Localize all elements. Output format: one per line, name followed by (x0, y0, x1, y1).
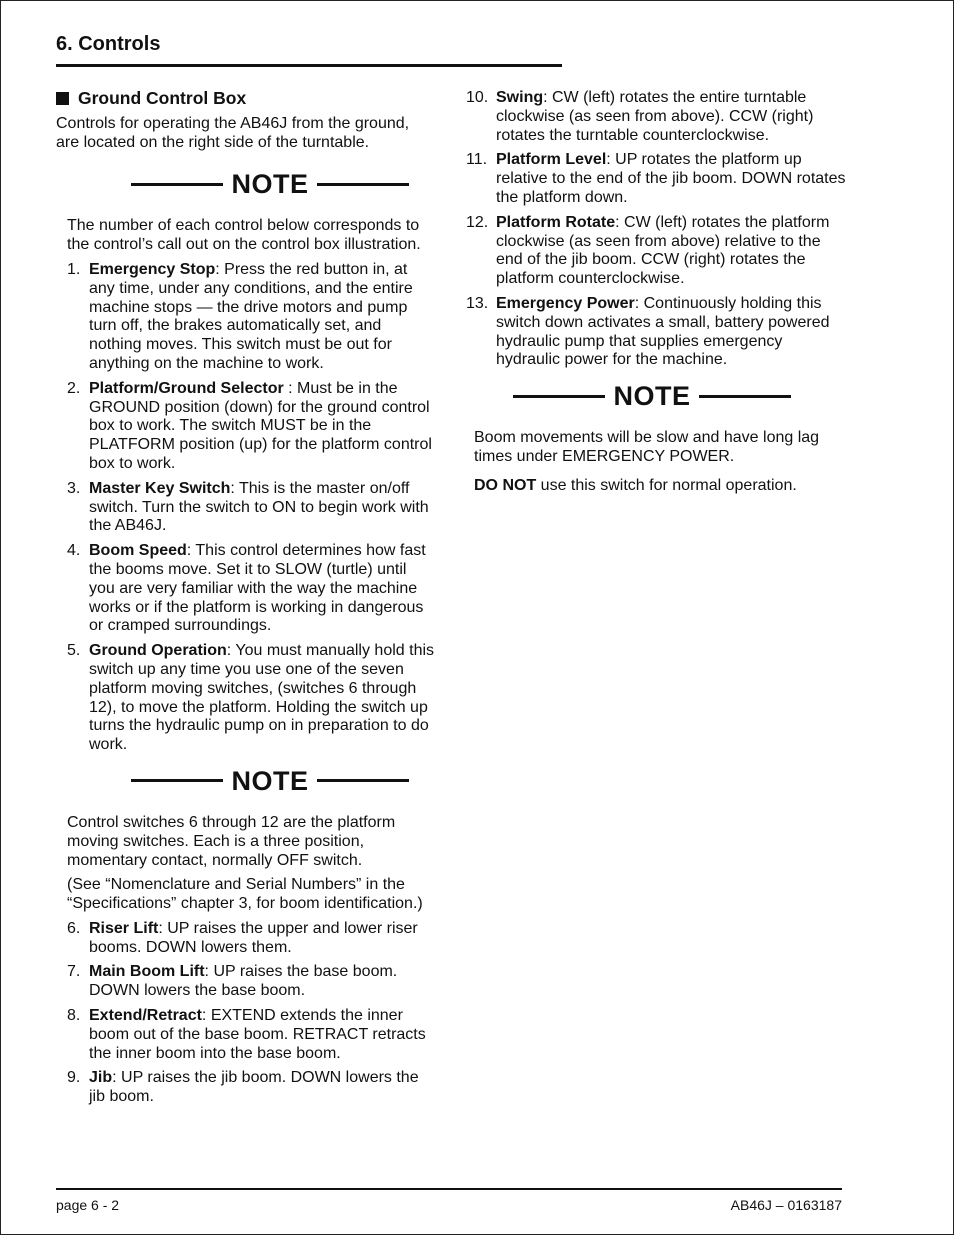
square-bullet-icon (56, 92, 69, 105)
item-text (496, 151, 846, 207)
note-label: NOTE (231, 168, 309, 199)
item-number: 1. (67, 260, 81, 278)
item-number: 7. (67, 963, 81, 981)
item-number: 2. (67, 379, 81, 397)
section-heading (56, 89, 436, 108)
note-2-body (56, 814, 436, 1107)
item-number: 8. (67, 1007, 81, 1025)
item-text (89, 261, 436, 374)
list-item (466, 89, 846, 145)
list-item (67, 920, 436, 958)
item-term: Boom Speed (89, 542, 187, 560)
note-banner-2 (106, 761, 434, 801)
item-number: 4. (67, 542, 81, 560)
item-number: 6. (67, 919, 81, 937)
note-rule-right (699, 395, 791, 398)
item-desc: : EXTEND extends the inner boom out of the base boom. RETRACT retracts the inner boom into the base boom. (89, 1007, 426, 1062)
list-item (67, 963, 436, 1001)
footer-rule (56, 1188, 842, 1190)
item-desc: : CW (left) rotates the entire turntable clockwise (as seen from above). CCW (right) rotates the turntable counterclockwise. (496, 89, 814, 144)
item-term: Riser Lift (89, 919, 159, 937)
item-term: Platform/Ground Selector (89, 379, 284, 397)
item-text (89, 542, 436, 636)
item-text (496, 89, 846, 145)
note-2-text-1: Control switches 6 through 12 are the platform moving switches. Each is a three position, momentary contact, normally OFF switch. (67, 813, 396, 869)
item-term: Ground Operation (89, 642, 227, 660)
page-number: page 6 - 2 (56, 1197, 120, 1213)
item-text (496, 214, 846, 289)
item-desc: : UP raises the jib boom. DOWN lowers the jib boom. (89, 1069, 419, 1106)
item-text (89, 380, 436, 474)
list-item (67, 1069, 436, 1107)
note-1-body (56, 217, 436, 755)
item-text (89, 1069, 436, 1107)
item-desc: : CW (left) rotates the platform clockwise (as seen from above) relative to the end of the jib boom. CCW (right) rotates the platform counterclockwise. (496, 213, 830, 288)
warning-text: use this switch for normal operation. (536, 476, 797, 494)
item-text (89, 480, 436, 536)
note-2-text-2: (See “Nomenclature and Serial Numbers” in the “Specifications” chapter 3, for boom identification.) (67, 876, 423, 913)
item-number: 13. (466, 294, 489, 312)
item-term: Swing (496, 89, 544, 106)
note-label: NOTE (231, 765, 309, 796)
warning-term: DO NOT (474, 476, 537, 494)
item-desc: : This control determines how fast the booms move. Set it to SLOW (turtle) until you are very familiar with the way the machine works or if the platform is working in dangerous or cramped surroundings. (89, 542, 426, 635)
document-id: AB46J – 0163187 (730, 1197, 842, 1213)
note-rule-left (131, 183, 223, 186)
control-list-a (67, 261, 436, 755)
note-banner-1 (106, 164, 434, 204)
list-item (67, 380, 436, 474)
item-desc: : UP raises the upper and lower riser booms. DOWN lowers them. (89, 919, 418, 956)
chapter-title: 6. Controls (56, 33, 161, 55)
list-item (466, 295, 846, 370)
list-item (67, 1007, 436, 1063)
item-term: Jib (89, 1069, 113, 1087)
item-number: 3. (67, 479, 81, 497)
item-desc: : Press the red button in, at any time, under any conditions, and the entire machine stops — the drive motors and pump turn off, the brakes automatically set, and nothing moves. This switch must be out for anything on the machine to work. (89, 260, 413, 372)
item-term: Platform Rotate (496, 213, 616, 231)
item-term: Emergency Power (496, 294, 635, 312)
list-item (466, 214, 846, 289)
item-desc: : This is the master on/off switch. Turn the switch to ON to begin work with the AB46J. (89, 479, 429, 535)
list-item (67, 542, 436, 636)
list-item (67, 642, 436, 755)
item-number: 5. (67, 642, 81, 660)
note-3-body (466, 429, 846, 495)
note-banner-3 (513, 376, 791, 416)
item-desc: : Continuously holding this switch down activates a small, battery powered hydraulic pump that supplies emergency hydraulic power for the machine. (496, 294, 830, 369)
item-term: Main Boom Lift (89, 963, 205, 981)
note-rule-left (131, 779, 223, 782)
section-heading-text: Ground Control Box (78, 88, 247, 108)
item-term: Master Key Switch (89, 479, 231, 497)
list-item (466, 151, 846, 207)
item-number: 10. (466, 89, 489, 106)
note-rule-right (317, 183, 409, 186)
item-term: Extend/Retract (89, 1007, 202, 1025)
note-3-text: Boom movements will be slow and have long lag times under EMERGENCY POWER. (474, 429, 820, 465)
item-term: Platform Level (496, 151, 607, 169)
item-term: Emergency Stop (89, 260, 216, 278)
control-list-b (67, 920, 436, 1107)
control-list-c (466, 89, 846, 370)
note-label: NOTE (613, 380, 691, 411)
title-rule (56, 64, 562, 67)
item-number: 9. (67, 1069, 81, 1087)
right-column (466, 89, 846, 506)
item-text (89, 642, 436, 755)
item-number: 12. (466, 213, 489, 231)
item-number: 11. (466, 151, 488, 169)
note-1-text: The number of each control below corresponds to the control’s call out on the control box illustration. (67, 217, 421, 254)
item-text (496, 295, 846, 370)
note-rule-right (317, 779, 409, 782)
item-desc: : You must manually hold this switch up any time you use one of the seven platform moving switches, (switches 6 through 12), to move the platform. Holding the switch up turns the hydraulic pump on in preparation to do work. (89, 642, 435, 754)
left-column (56, 89, 436, 1113)
intro-paragraph: Controls for operating the AB46J from the ground, are located on the right side of the turntable. (56, 114, 410, 151)
note-rule-left (513, 395, 605, 398)
item-desc: : Must be in the GROUND position (down) for the ground control box to work. The switch MUST be in the PLATFORM position (up) for the platform control box to work. (89, 379, 432, 472)
item-text (89, 963, 436, 1001)
item-desc: : UP rotates the platform up relative to the end of the jib boom. DOWN rotates the platform down. (496, 151, 846, 206)
list-item (67, 261, 436, 374)
item-text (89, 1007, 436, 1063)
item-text (89, 920, 436, 958)
note-3-warning (474, 477, 846, 496)
list-item (67, 480, 436, 536)
item-desc: : UP raises the base boom. DOWN lowers the base boom. (89, 963, 398, 1000)
